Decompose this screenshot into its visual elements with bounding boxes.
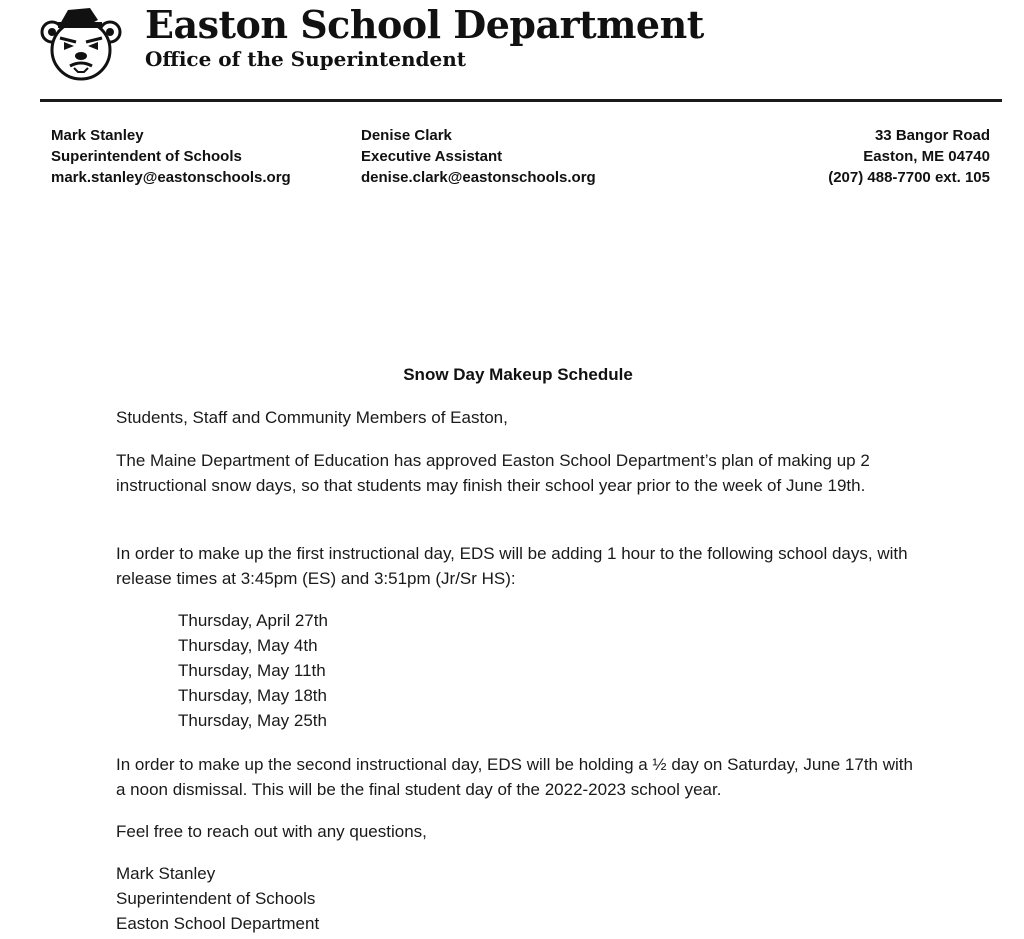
address-phone: (207) 488-7700 ext. 105 [828,169,990,186]
contact-superintendent [51,125,291,188]
contact-assistant [361,125,596,188]
contact-title: Executive Assistant [361,148,503,165]
address-street: 33 Bangor Road [874,127,990,144]
contact-address [828,125,990,188]
signature-name: Mark Stanley [116,864,216,883]
bear-mascot-icon [38,6,124,82]
salutation: Students, Staff and Community Members of Easton, [116,408,508,427]
paragraph-second-day: In order to make up the second instructional day, EDS will be holding a ½ day on Saturday, June 17th with a noon dismissal. This will be the final student day of the 2022-2023 school year. [116,755,913,799]
signature-block [116,861,319,936]
paragraph-first-day: In order to make up the first instructional day, EDS will be adding 1 hour to the following school days, with release times at 3:45pm (ES) and 3:51pm (Jr/Sr HS): [116,544,908,588]
letter-title: Snow Day Makeup Schedule [403,365,633,384]
contact-email[interactable]: mark.stanley@eastonschools.org [51,169,291,186]
list-item: Thursday, May 18th [178,686,327,705]
list-item: Thursday, May 4th [178,636,318,655]
signature-title: Superintendent of Schools [116,889,316,908]
contact-title: Superintendent of Schools [51,148,242,165]
org-name: Easton School Department [145,2,704,47]
contact-name: Mark Stanley [51,127,144,144]
signature-org: Easton School Department [116,914,320,933]
makeup-dates-list [178,608,328,733]
list-item: Thursday, May 25th [178,711,327,730]
contact-name: Denise Clark [361,127,452,144]
list-item: Thursday, May 11th [178,661,326,680]
paragraph-approval: The Maine Department of Education has approved Easton School Department’s plan of making up 2 instructional snow days, so that students may finish their school year prior to the week of June 19th. [116,451,870,495]
contact-email[interactable]: denise.clark@eastonschools.org [361,169,596,186]
closing-line: Feel free to reach out with any questions, [116,822,427,841]
list-item: Thursday, April 27th [178,611,328,630]
header-divider [40,99,1002,102]
org-subtitle: Office of the Superintendent [145,47,467,71]
address-city: Easton, ME 04740 [863,148,990,165]
